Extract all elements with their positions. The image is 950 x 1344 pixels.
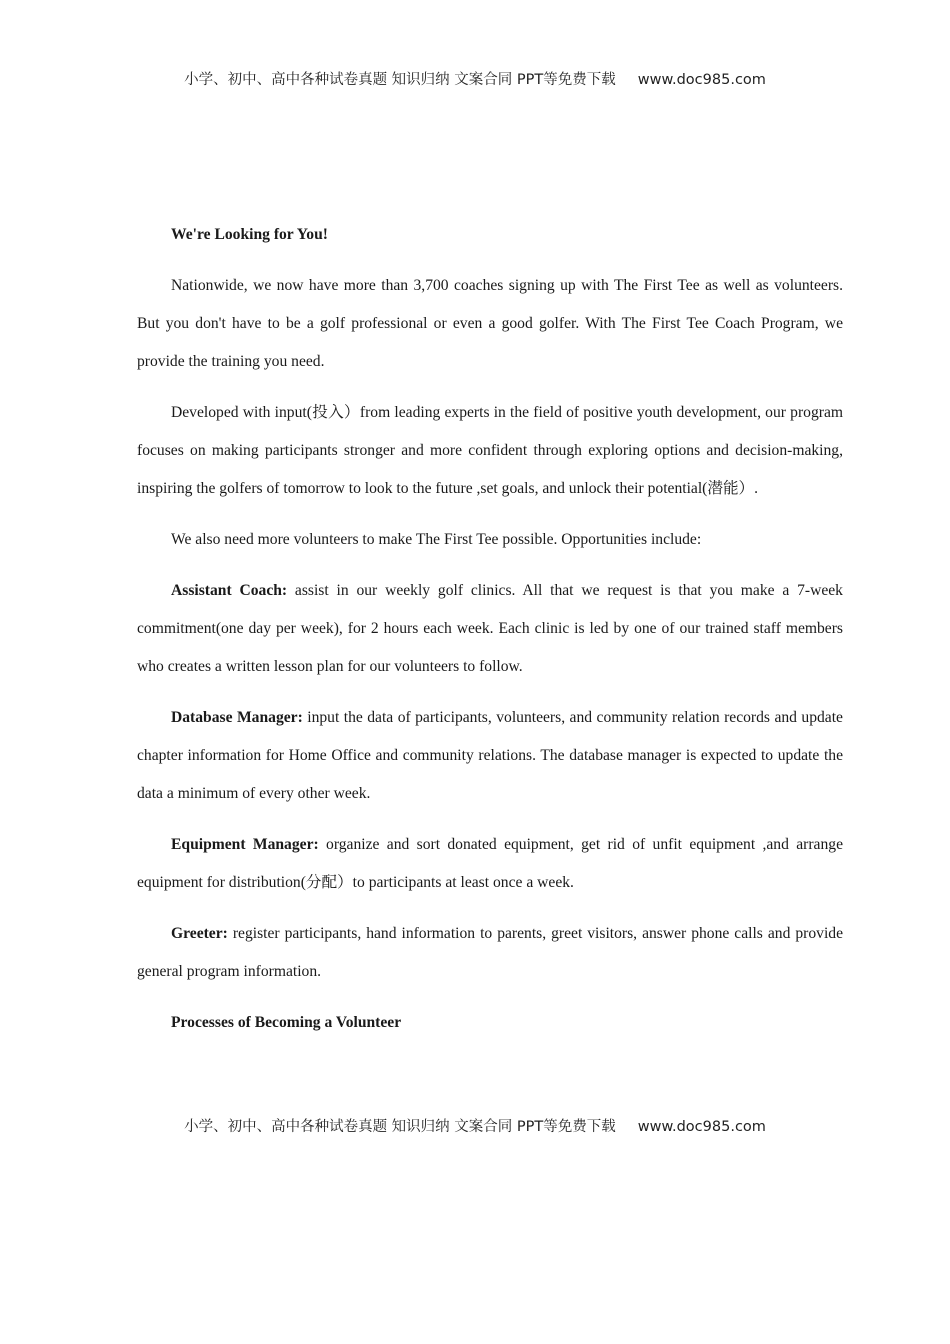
footer-text: 小学、初中、高中各种试卷真题 知识归纳 文案合同 PPT等免费下载 xyxy=(184,1119,616,1135)
role-description: register participants, hand information to parents, greet visitors, answer phone calls and provide general program information. xyxy=(137,925,843,980)
role-description: organize and sort donated equipment, get rid of unfit equipment ,and arrange equipment for distribution(分配）to participants at least once a week. xyxy=(137,836,843,891)
role-database-manager xyxy=(137,699,843,813)
article-title: We're Looking for You! xyxy=(171,226,328,243)
role-description: input the data of participants, volunteers, and community relation records and update chapter information for Home Office and community relations. The database manager is expected to update the data a minimum of every other week. xyxy=(137,709,843,802)
header-text: 小学、初中、高中各种试卷真题 知识归纳 文案合同 PPT等免费下载 xyxy=(184,72,616,88)
paragraph-opportunities: We also need more volunteers to make The First Tee possible. Opportunities include: xyxy=(171,531,702,548)
role-equipment-manager xyxy=(137,826,843,902)
role-term: Greeter: xyxy=(171,925,228,942)
role-term: Assistant Coach: xyxy=(171,582,288,599)
article-body xyxy=(137,216,843,1055)
role-term: Database Manager: xyxy=(171,709,303,726)
role-description: assist in our weekly golf clinics. All that we request is that you make a 7-week commitment(one day per week), for 2 hours each week. Each clinic is led by one of our trained staff members who creates a written lesson plan for our volunteers to follow. xyxy=(137,582,843,675)
footer-url: www.doc985.com xyxy=(637,1119,766,1135)
section-title-volunteer-process: Processes of Becoming a Volunteer xyxy=(171,1014,402,1031)
header-url: www.doc985.com xyxy=(637,72,766,88)
role-term: Equipment Manager: xyxy=(171,836,319,853)
page-header xyxy=(0,68,950,89)
role-assistant-coach xyxy=(137,572,843,686)
page-footer xyxy=(0,1115,950,1136)
paragraph-program: Developed with input(投入）from leading experts in the field of positive youth development, our program focuses on making participants stronger and more confident through exploring options and decision-making, inspiring the golfers of tomorrow to look to the future ,set goals, and unlock their potential(潜能）. xyxy=(137,404,843,497)
role-greeter xyxy=(137,915,843,991)
paragraph-intro: Nationwide, we now have more than 3,700 coaches signing up with The First Tee as well as volunteers. But you don't have to be a golf professional or even a good golfer. With The First Tee Coach Program, we provide the training you need. xyxy=(137,277,843,370)
